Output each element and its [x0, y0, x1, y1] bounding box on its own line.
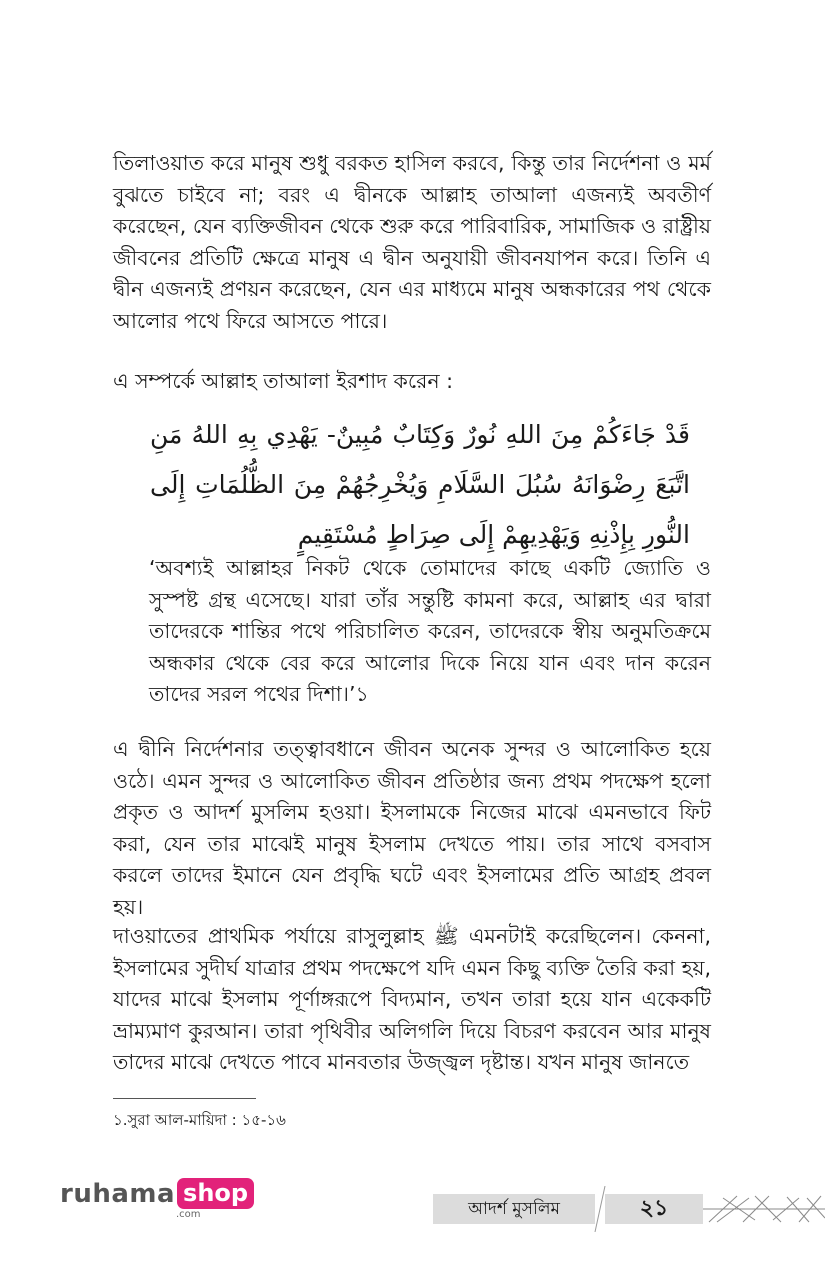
footer-decoration: [703, 1194, 825, 1224]
page-number: ২১: [605, 1194, 703, 1224]
footnote: ১.সুরা আল-মায়িদা : ১৫-১৬: [113, 1111, 286, 1129]
body-paragraph-3: এ দ্বীনি নির্দেশনার তত্ত্বাবধানে জীবন অনেক সুন্দর ও আলোকিত হয়ে ওঠে। এমন সুন্দর ও আলোকিত জীবন প্রতিষ্ঠার জন্য প্রথম পদক্ষেপ হলো প্রকৃত ও আদর্শ মুসলিম হওয়া। ইসলামকে নিজের মাঝে এমনভাবে ফিট করা, যেন তার মাঝেই মানুষ ইসলাম দেখতে পায়। তার সাথে বসবাস করলে তাদের ইমানে যেন প্রবৃদ্ধি ঘটে এবং ইসলামের প্রতি আগ্রহ প্রবল হয়।: [113, 737, 711, 919]
logo-word: ruhama: [60, 1179, 176, 1209]
body-paragraph-4: দাওয়াতের প্রাথমিক পর্যায়ে রাসুলুল্লাহ ﷺ এমনটাই করেছিলেন। কেননা, ইসলামের সুদীর্ঘ যাত্রার প্রথম পদক্ষেপে যদি এমন কিছু ব্যক্তি তৈরি করা হয়, যাদের মাঝে ইসলাম পূর্ণাঙ্গরূপে বিদ্যমান, তখন তারা হয়ে যান একেকটি ভ্রাম্যমাণ কুরআন। তারা পৃথিবীর অলিগলি দিয়ে বিচরণ করবেন আর মানুষ তাদের মাঝে দেখতে পাবে মানবতার উজ্জ্বল দৃষ্টান্ত। যখন মানুষ জানতে: [113, 924, 712, 1074]
running-title: আদর্শ মুসলিম: [433, 1194, 595, 1224]
verse-intro: এ সম্পর্কে আল্লাহ তাআলা ইরশাদ করেন :: [113, 369, 454, 393]
verse-translation: ‘অবশ্যই আল্লাহর নিকট থেকে তোমাদের কাছে একটি জ্যোতি ও সুস্পষ্ট গ্রন্থ এসেছে। যারা তাঁর সন্তুষ্টি কামনা করে, আল্লাহ এর দ্বারা তাদেরকে শান্তির পথে পরিচালিত করেন, তাদেরকে স্বীয় অনুমতিক্রমে অন্ধকার থেকে বের করে আলোর দিকে নিয়ে যান এবং দান করেন তাদের সরল পথের দিশা।’১: [149, 556, 711, 706]
footnote-divider: [113, 1098, 256, 1099]
logo-domain: .com: [176, 1209, 201, 1220]
arabic-verse: قَدْ جَاءَكُمْ مِنَ اللهِ نُورٌ وَكِتَابٌ مُبِينٌ- يَهْدِي بِهِ اللهُ مَنِ اتَّبَعَ رِضْوَانَهُ سُبُلَ السَّلَامِ وَيُخْرِجُهُمْ مِنَ الظُّلُمَاتِ إِلَى النُّورِ بِإِذْنِهِ وَيَهْدِيهِمْ إِلَى صِرَاطٍ مُسْتَقِيمٍ: [150, 420, 690, 549]
page-footer: [433, 1194, 825, 1224]
publisher-logo: [60, 1178, 254, 1218]
body-paragraph-1: তিলাওয়াত করে মানুষ শুধু বরকত হাসিল করবে, কিন্তু তার নির্দেশনা ও মর্ম বুঝতে চাইবে না; বরং এ দ্বীনকে আল্লাহ তাআলা এজন্যই অবতীর্ণ করেছেন, যেন ব্যক্তিজীবন থেকে শুরু করে পারিবারিক, সামাজিক ও রাষ্ট্রীয় জীবনের প্রতিটি ক্ষেত্রে মানুষ এ দ্বীন অনুযায়ী জীবনযাপন করে। তিনি এ দ্বীন এজন্যই প্রণয়ন করেছেন, যেন এর মাধ্যমে মানুষ অন্ধকারের পথ থেকে আলোর পথে ফিরে আসতে পারে।: [113, 151, 711, 333]
logo-shop-badge: shop: [177, 1178, 254, 1209]
